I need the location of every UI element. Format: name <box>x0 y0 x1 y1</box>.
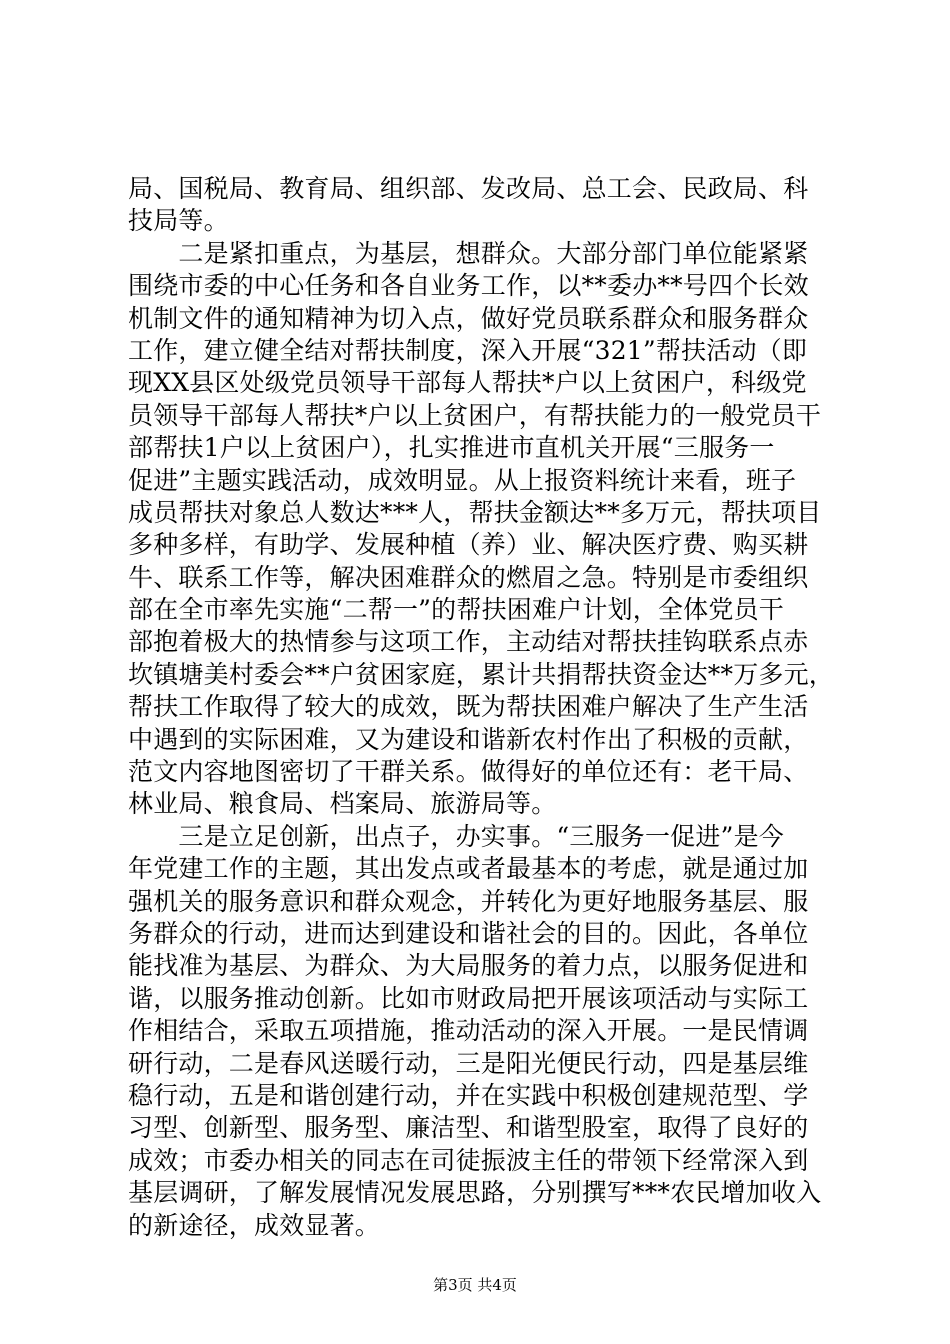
text-line: 部抱着极大的热情参与这项工作，主动结对帮扶挂钩联系点赤 <box>128 627 809 657</box>
text-line: 年党建工作的主题，其出发点或者最基本的考虑，就是通过加 <box>128 854 809 884</box>
body-text <box>128 173 835 1242</box>
page-footer <box>0 1275 950 1295</box>
text-line: 研行动，二是春风送暖行动，三是阳光便民行动，四是基层维 <box>128 1048 809 1078</box>
text-line: 谐，以服务推动创新。比如市财政局把开展该项活动与实际工 <box>128 983 809 1013</box>
text-line: 部在全市率先实施“二帮一”的帮扶困难户计划，全体党员干 <box>128 595 784 625</box>
text-line: 成员帮扶对象总人数达***人，帮扶金额达**多万元，帮扶项目 <box>128 497 822 527</box>
text-line: 帮扶工作取得了较大的成效，既为帮扶困难户解决了生产生活 <box>128 692 809 722</box>
text-line: 机制文件的通知精神为切入点，做好党员联系群众和服务群众 <box>128 303 809 333</box>
text-line: 围绕市委的中心任务和各自业务工作，以**委办**号四个长效 <box>128 271 809 301</box>
text-line: 成效；市委办相关的同志在司徒振波主任的带领下经常深入到 <box>128 1145 809 1175</box>
text-line: 员领导干部每人帮扶*户以上贫困户，有帮扶能力的一般党员干 <box>128 400 822 430</box>
text-line: 现XX县区处级党员领导干部每人帮扶*户以上贫困户，科级党 <box>128 368 807 398</box>
text-line: 工作，建立健全结对帮扶制度，深入开展“321”帮扶活动（即 <box>128 335 808 365</box>
text-line: 的新途径，成效显著。 <box>128 1210 381 1240</box>
page-number-label: 第3页 共4页 <box>433 1276 517 1294</box>
text-line: 三是立足创新，出点子，办实事。“三服务一促进”是今 <box>128 821 784 851</box>
text-line: 局、国税局、教育局、组织部、发改局、总工会、民政局、科 <box>128 174 809 203</box>
text-line: 多种多样，有助学、发展种植（养）业、解决医疗费、购买耕 <box>128 530 809 560</box>
text-line: 部帮扶1户以上贫困户），扎实推进市直机关开展“三服务一 <box>128 433 775 463</box>
text-line: 习型、创新型、服务型、廉洁型、和谐型股室，取得了良好的 <box>128 1113 809 1143</box>
text-line: 技局等。 <box>128 206 229 236</box>
text-line: 稳行动，五是和谐创建行动，并在实践中积极创建规范型、学 <box>128 1080 809 1110</box>
text-line: 务群众的行动，进而达到建设和谐社会的目的。因此，各单位 <box>128 918 809 948</box>
text-line: 中遇到的实际困难，又为建设和谐新农村作出了积极的贡献， <box>128 724 809 754</box>
text-line: 作相结合，采取五项措施，推动活动的深入开展。一是民情调 <box>128 1016 809 1046</box>
text-line: 二是紧扣重点，为基层，想群众。大部分部门单位能紧紧 <box>128 238 809 268</box>
text-line: 牛、联系工作等，解决困难群众的燃眉之急。特别是市委组织 <box>128 562 809 592</box>
text-line: 强机关的服务意识和群众观念，并转化为更好地服务基层、服 <box>128 886 809 916</box>
text-line: 坎镇塘美村委会**户贫困家庭，累计共捐帮扶资金达**万多元， <box>128 659 835 689</box>
text-line: 能找准为基层、为群众、为大局服务的着力点，以服务促进和 <box>128 951 809 981</box>
text-line: 林业局、粮食局、档案局、旅游局等。 <box>128 789 557 819</box>
text-line: 范文内容地图密切了干群关系。做得好的单位还有：老干局、 <box>128 757 809 787</box>
text-line: 基层调研，了解发展情况发展思路，分别撰写***农民增加收入 <box>128 1178 822 1208</box>
text-line: 促进”主题实践活动，成效明显。从上报资料统计来看，班子 <box>128 465 797 495</box>
